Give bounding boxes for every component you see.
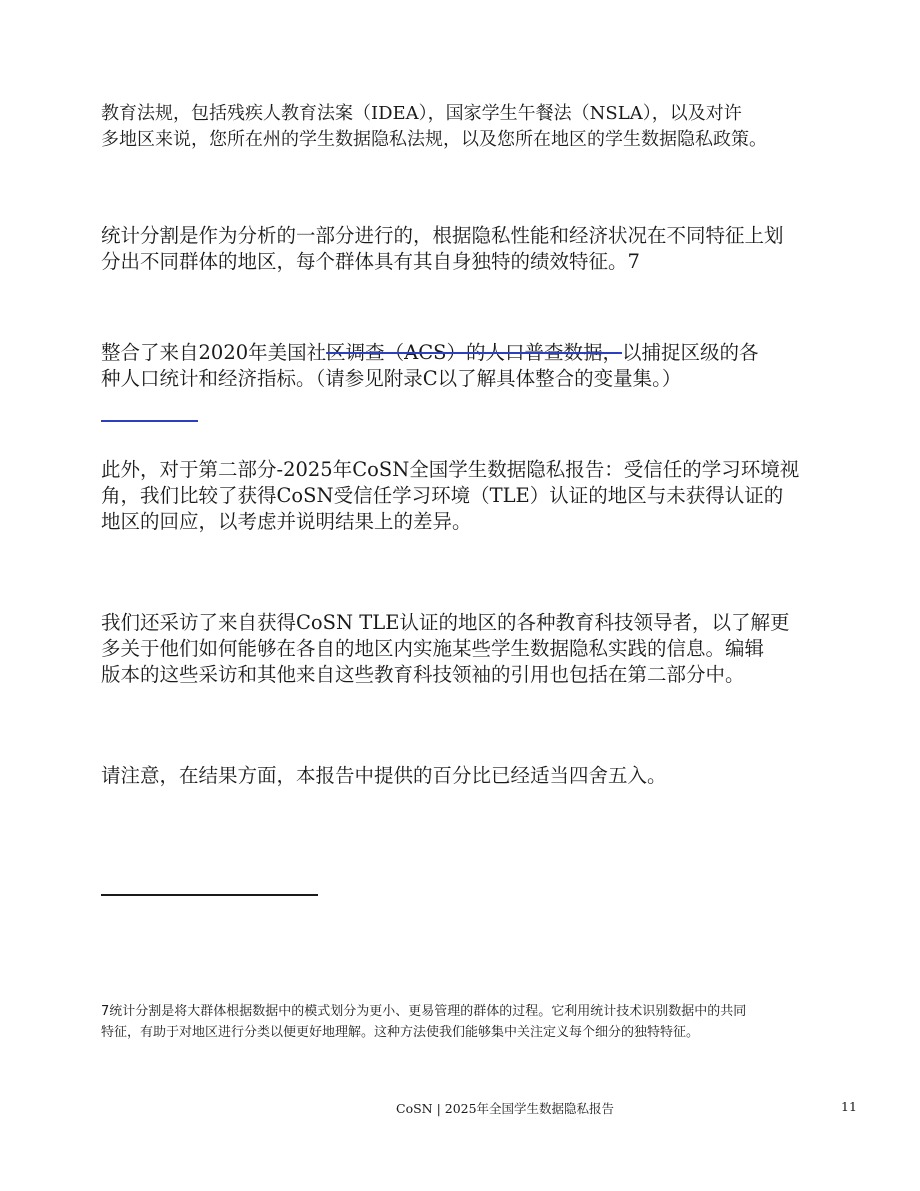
footer-report-title: CoSN | 2025年全国学生数据隐私报告 <box>396 1101 615 1116</box>
text-line <box>101 340 846 366</box>
text-line: 我们还采访了来自获得CoSN TLE认证的地区的各种教育科技领导者，以了解更 <box>101 611 790 634</box>
text-prefix: 整合了来自2020年美国社 <box>101 341 327 364</box>
text-line: 版本的这些采访和其他来自这些教育科技领袖的引用也包括在第二部分中。 <box>101 663 745 686</box>
text-line: 多地区来说，您所在州的学生数据隐私法规，以及您所在地区的学生数据隐私政策。 <box>101 129 767 150</box>
text-suffix: 以捕捉区级的各 <box>622 341 759 364</box>
text-line: 多关于他们如何能够在各自的地区内实施某些学生数据隐私实践的信息。编辑 <box>101 637 765 660</box>
footnote-line: 7统计分割是将大群体根据数据中的模式划分为更小、更易管理的群体的过程。它利用统计技术识别数据中的共同 <box>101 1004 747 1019</box>
footnote-7 <box>101 1001 861 1043</box>
footnote-line: 特征，有助于对地区进行分类以便更好地理解。这种方法使我们能够集中关注定义每个细分的独特特征。 <box>101 1025 700 1040</box>
text-line: 分出不同群体的地区，每个群体具有其自身独特的绩效特征。7 <box>101 250 640 273</box>
paragraph-census-data <box>101 340 846 392</box>
text-line: 统计分割是作为分析的一部分进行的，根据隐私性能和经济状况在不同特征上划 <box>101 224 784 247</box>
link-underline-fragment[interactable] <box>101 420 198 422</box>
footnote-divider <box>101 894 318 896</box>
paragraph-rounding-note <box>101 763 846 789</box>
text-line: 种人口统计和经济指标。（请参见附录C以了解具体整合的变量集。） <box>101 367 682 390</box>
page-number: 11 <box>841 1099 857 1114</box>
text-line: 教育法规，包括残疾人教育法案（IDEA），国家学生午餐法（NSLA），以及对许 <box>101 103 742 124</box>
paragraph-tle-comparison <box>101 457 846 535</box>
paragraph-legal-regulations <box>101 101 846 153</box>
text-line: 角，我们比较了获得CoSN受信任学习环境（TLE）认证的地区与未获得认证的 <box>101 484 784 507</box>
census-data-link[interactable]: 区调查（ACS）的人口普查数据， <box>326 341 623 364</box>
text-line: 地区的回应，以考虑并说明结果上的差异。 <box>101 510 472 533</box>
text-line: 此外，对于第二部分-2025年CoSN全国学生数据隐私报告：受信任的学习环境视 <box>101 458 800 481</box>
paragraph-interviews <box>101 610 846 688</box>
text-line: 请注意，在结果方面，本报告中提供的百分比已经适当四舍五入。 <box>101 764 667 787</box>
paragraph-statistical-segmentation <box>101 223 846 275</box>
